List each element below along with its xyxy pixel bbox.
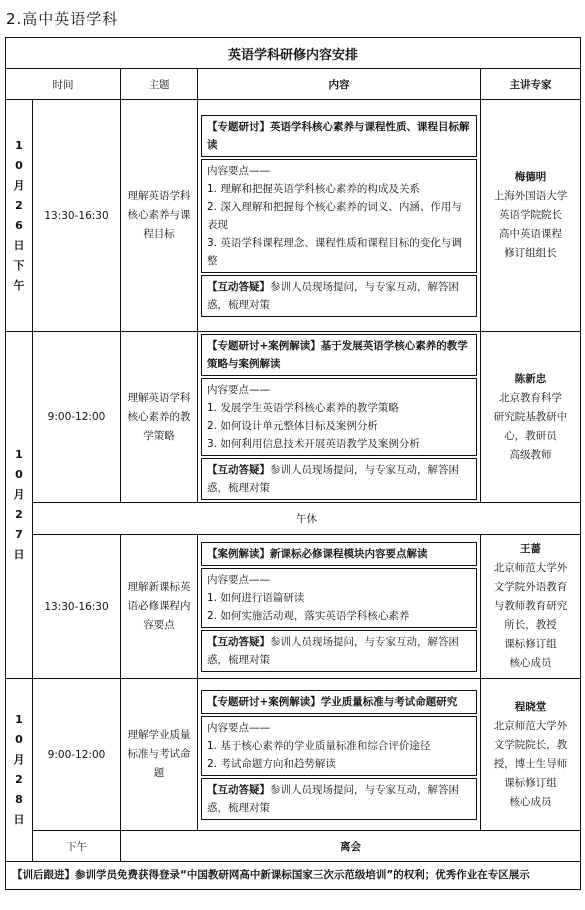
qa-label: 【互动答疑】: [207, 280, 270, 293]
qa-text: 参训人员现场提问，与专家互动，解答困惑，梳理对策: [207, 464, 459, 494]
list-item: 1. 理解和把握英语学科核心素养的构成及关系: [207, 182, 420, 195]
expert-cell: 陈新忠 北京教育科学 研究院基教研中 心，教研员 高级教师: [481, 332, 581, 503]
content-cell: [198, 535, 481, 679]
time-cell: 13:30-16:30: [33, 100, 121, 332]
topic-cell: 理解英语学科核心素养与课程目标: [121, 100, 198, 332]
points-box: [201, 568, 477, 628]
topic-cell: 理解新课标英语必修课程内容要点: [121, 535, 198, 679]
content-cell: [198, 100, 481, 332]
section-title: 【专题研讨+案例解读】学业质量标准与考试命题研究: [201, 690, 477, 714]
time-cell: 9:00-12:00: [33, 332, 121, 503]
topic-cell: 理解学业质量标准与考试命题: [121, 679, 198, 831]
points-title: 内容要点——: [207, 721, 270, 734]
list-item: 2. 考试命题方向和趋势解读: [207, 757, 336, 770]
table-row: [6, 831, 581, 862]
date-cell: 1 0 月 2 6 日 下 午: [6, 100, 33, 332]
table-row: [6, 862, 581, 890]
expert-name: 王蔷: [520, 543, 541, 555]
qa-label: 【互动答疑】: [207, 464, 270, 476]
table-row: [6, 503, 581, 535]
table-row: [6, 100, 581, 332]
qa-box: [201, 458, 477, 500]
list-item: 2. 如何设计单元整体目标及案例分析: [207, 420, 378, 432]
list-item: 1. 发展学生英语学科核心素养的教学策略: [207, 402, 399, 414]
header-row: [6, 69, 581, 100]
schedule-table: [5, 37, 581, 890]
section-title: 【案例解读】新课标必修课程模块内容要点解读: [201, 542, 477, 566]
header-topic: 主题: [121, 69, 198, 100]
header-content: 内容: [198, 69, 481, 100]
points-box: [201, 159, 477, 273]
table-title: 英语学科研修内容安排: [6, 38, 581, 69]
section-title: 【专题研讨】英语学科核心素养与课程性质、课程目标解读: [201, 115, 477, 157]
table-row: [6, 332, 581, 503]
expert-name: 程晓堂: [514, 700, 547, 713]
list-item: 3. 如何利用信息技术开展英语教学及案例分析: [207, 438, 420, 450]
content-cell: [198, 679, 481, 831]
expert-cell: 程晓堂 北京师范大学外 文学院院长，教 授，博士生导师 课标修订组 核心成员: [481, 679, 581, 831]
header-time: 时间: [6, 69, 121, 100]
expert-cell: 梅德明 上海外国语大学 英语学院院长 高中英语课程 修订组组长: [481, 100, 581, 332]
departure-cell: 离会: [121, 831, 581, 862]
date-cell: 1 0 月 2 7 日: [6, 332, 33, 679]
table-row: [6, 535, 581, 679]
points-title: 内容要点——: [207, 573, 270, 586]
table-row: [6, 679, 581, 831]
footer-note: 【训后跟进】参训学员免费获得登录“中国教研网高中新课标国家三次示范级培训”的权利；优秀作业在专区展示: [6, 862, 581, 890]
points-box: [201, 716, 477, 776]
list-item: 3. 英语学科课程理念、课程性质和课程目标的变化与调整: [207, 236, 462, 267]
qa-text: 参训人员现场提问，与专家互动，解答困惑，梳理对策: [207, 280, 459, 311]
date-cell: 1 0 月 2 8 日: [6, 679, 33, 862]
topic-cell: 理解英语学科核心素养的教学策略: [121, 332, 198, 503]
qa-box: [201, 778, 477, 820]
section-heading: 2.高中英语学科: [6, 10, 119, 28]
expert-name: 陈新忠: [514, 372, 547, 385]
points-title: 内容要点——: [207, 164, 270, 177]
time-cell: 下午: [33, 831, 121, 862]
list-item: 2. 如何实施活动观，落实英语学科核心素养: [207, 609, 410, 622]
list-item: 1. 基于核心素养的学业质量标准和综合评价途径: [207, 739, 431, 752]
section-title: 【专题研讨+案例解读】基于发展英语学核心素养的教学策略与案例解读: [201, 334, 477, 376]
qa-label: 【互动答疑】: [207, 635, 270, 648]
qa-label: 【互动答疑】: [207, 783, 270, 796]
header-expert: 主讲专家: [481, 69, 581, 100]
qa-box: [201, 275, 477, 317]
expert-cell: 王蔷 北京师范大学外 文学院外语教育 与教师教育研究 所长，教授 课标修订组 核心成员: [481, 535, 581, 679]
list-item: 1. 如何进行语篇研读: [207, 591, 305, 604]
lunch-cell: 午休: [33, 503, 581, 535]
points-title: 内容要点——: [207, 384, 270, 396]
list-item: 2. 深入理解和把握每个核心素养的词义、内涵、作用与表现: [207, 200, 462, 231]
points-box: [201, 378, 477, 456]
content-cell: [198, 332, 481, 503]
qa-box: [201, 630, 477, 672]
qa-text: 参训人员现场提问，与专家互动，解答困惑，梳理对策: [207, 635, 459, 666]
expert-name: 梅德明: [514, 171, 547, 183]
qa-text: 参训人员现场提问，与专家互动，解答困惑，梳理对策: [207, 783, 459, 814]
time-cell: 9:00-12:00: [33, 679, 121, 831]
time-cell: 13:30-16:30: [33, 535, 121, 679]
